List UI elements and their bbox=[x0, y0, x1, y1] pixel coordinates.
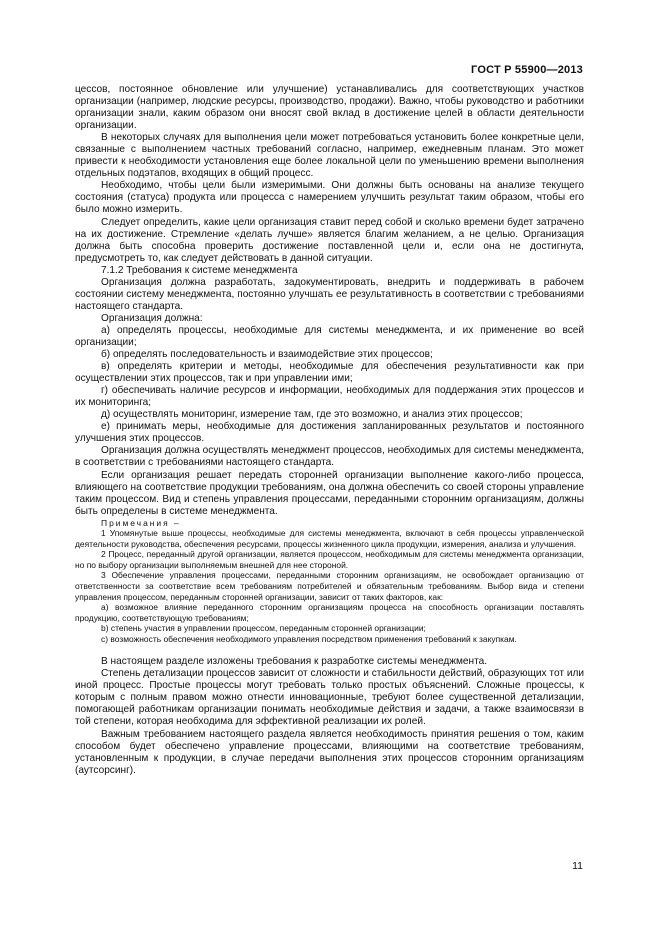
note-item: a) возможное влияние переданного сторонним организациям процесса на способность организации поставлять продукцию, соответствующую требованиям; bbox=[75, 602, 584, 623]
note-item: c) возможность обеспечения необходимого управления посредством применения требований к закупкам. bbox=[101, 633, 517, 644]
notes-block bbox=[75, 518, 584, 645]
note-item: 2 Процесс, переданный другой организации, является процессом, необходимым для системы менеджмента организации, но по выбору организации выполняемым внешней для нее стороной. bbox=[75, 549, 584, 570]
spacer bbox=[75, 644, 584, 656]
paragraph: Важным требованием настоящего раздела является необходимость принятия решения о том, каким способом будет обеспечено управление процессами, влияющими на соответствие требованиям, установленным к продукции, в случае передачи выполнения этих процессов сторонним организациям (аутсорсинг). bbox=[75, 728, 584, 776]
main-text bbox=[75, 84, 584, 777]
list-item: а) определять процессы, необходимые для системы менеджмента, и их применение во всей организации; bbox=[75, 324, 584, 348]
list-item: е) принимать меры, необходимые для достижения запланированных результатов и постоянного улучшения этих процессов. bbox=[75, 421, 584, 445]
page-number: 11 bbox=[572, 860, 583, 872]
document-code: ГОСТ Р 55900—2013 bbox=[471, 64, 583, 76]
paragraph: Следует определить, какие цели организация ставит перед собой и сколько времени будет затрачено на их достижение. Стремление «делать лучше» является благим желанием, а не целью. Организация должна быть способна проверить достижение поставленной цели и, если она не достигнута, предусмотреть то, как следует действовать в данной ситуации. bbox=[75, 216, 584, 264]
note-item: 3 Обеспечение управления процессами, переданными сторонним организациям, не освобождает организацию от ответственности за соответствие всем требованиям потребителей и обязательным требованиям. Выбор вида и степени управления процессом, переданным сторонней организации, зависит от таких факторов, как: bbox=[75, 570, 584, 602]
paragraph: В настоящем разделе изложены требования к разработке системы менеджмента. bbox=[101, 656, 488, 668]
notes-title: Примечания – bbox=[101, 517, 181, 528]
note-item: b) степень участия в управлении процессом, переданным сторонней организации; bbox=[101, 623, 426, 634]
paragraph: В некоторых случаях для выполнения цели может потребоваться установить более конкретные цели, связанные с выполнением частных требований согласно, например, ежедневным планам. Это может привести к необходимости установления еще более локальной цели по уменьшению времени выполнения отдельных подэтапов, входящих в общий процесс. bbox=[75, 132, 584, 180]
paragraph: Необходимо, чтобы цели были измеримыми. Они должны быть основаны на анализе текущего состояния (статуса) продукта или процесса с намерением улучшить результат таким образом, чтобы его было можно измерить. bbox=[75, 180, 584, 216]
section-heading: 7.1.2 Требования к системе менеджмента bbox=[101, 264, 298, 276]
list-item: г) обеспечивать наличие ресурсов и информации, необходимых для поддержания этих процессов и их мониторинга; bbox=[75, 385, 584, 409]
paragraph: Организация должна осуществлять менеджмент процессов, необходимых для системы менеджмента, в соответствии с требованиями настоящего стандарта. bbox=[75, 445, 584, 469]
paragraph: Организация должна разработать, задокументировать, внедрить и поддерживать в рабочем состоянии систему менеджмента, постоянно улучшать ее результативность в соответствии с требованиями настоящего стандарта. bbox=[75, 276, 584, 312]
list-item: б) определять последовательность и взаимодействие этих процессов; bbox=[101, 349, 433, 361]
list-item: в) определять критерии и методы, необходимые для обеспечения результативности как при осуществлении этих процессов, так и при управлении ими; bbox=[75, 361, 584, 385]
paragraph: Если организация решает передать сторонней организации выполнение какого-либо процесса, влияющего на соответствие продукции требованиям, она должна обеспечить со своей стороны управление таким процессом. Вид и степень управления процессами, переданными сторонним организациям, должны быть определены в системе менеджмента. bbox=[75, 469, 584, 517]
paragraph: цессов, постоянное обновление или улучшение) устанавливались для соответствующих участков организации (например, людские ресурсы, производство, продажи). Важно, чтобы руководство и работники организации знали, каким образом они вносят свой вклад в достижение целей в области деятельности организации. bbox=[75, 84, 584, 132]
paragraph: Организация должна: bbox=[101, 312, 203, 324]
paragraph: Степень детализации процессов зависит от сложности и стабильности действий, образующих тот или иной процесс. Простые процессы могут требовать только простых объяснений. Сложные процессы, к которым с полным правом можно отнести инновационные, требуют более существенной детализации, помогающей работникам организации понимать необходимые действия и задачи, а также взаимосвязи в той степени, которая необходима для эффективной реализации их ролей. bbox=[75, 668, 584, 728]
list-item: д) осуществлять мониторинг, измерение там, где это возможно, и анализ этих процессов; bbox=[101, 409, 523, 421]
note-item: 1 Упомянутые выше процессы, необходимые для системы менеджмента, включают в себя процессы управленческой деятельности руководства, обеспечения ресурсами, процессы жизненного цикла продукции, измерения, анализа и улучшения. bbox=[75, 528, 584, 549]
